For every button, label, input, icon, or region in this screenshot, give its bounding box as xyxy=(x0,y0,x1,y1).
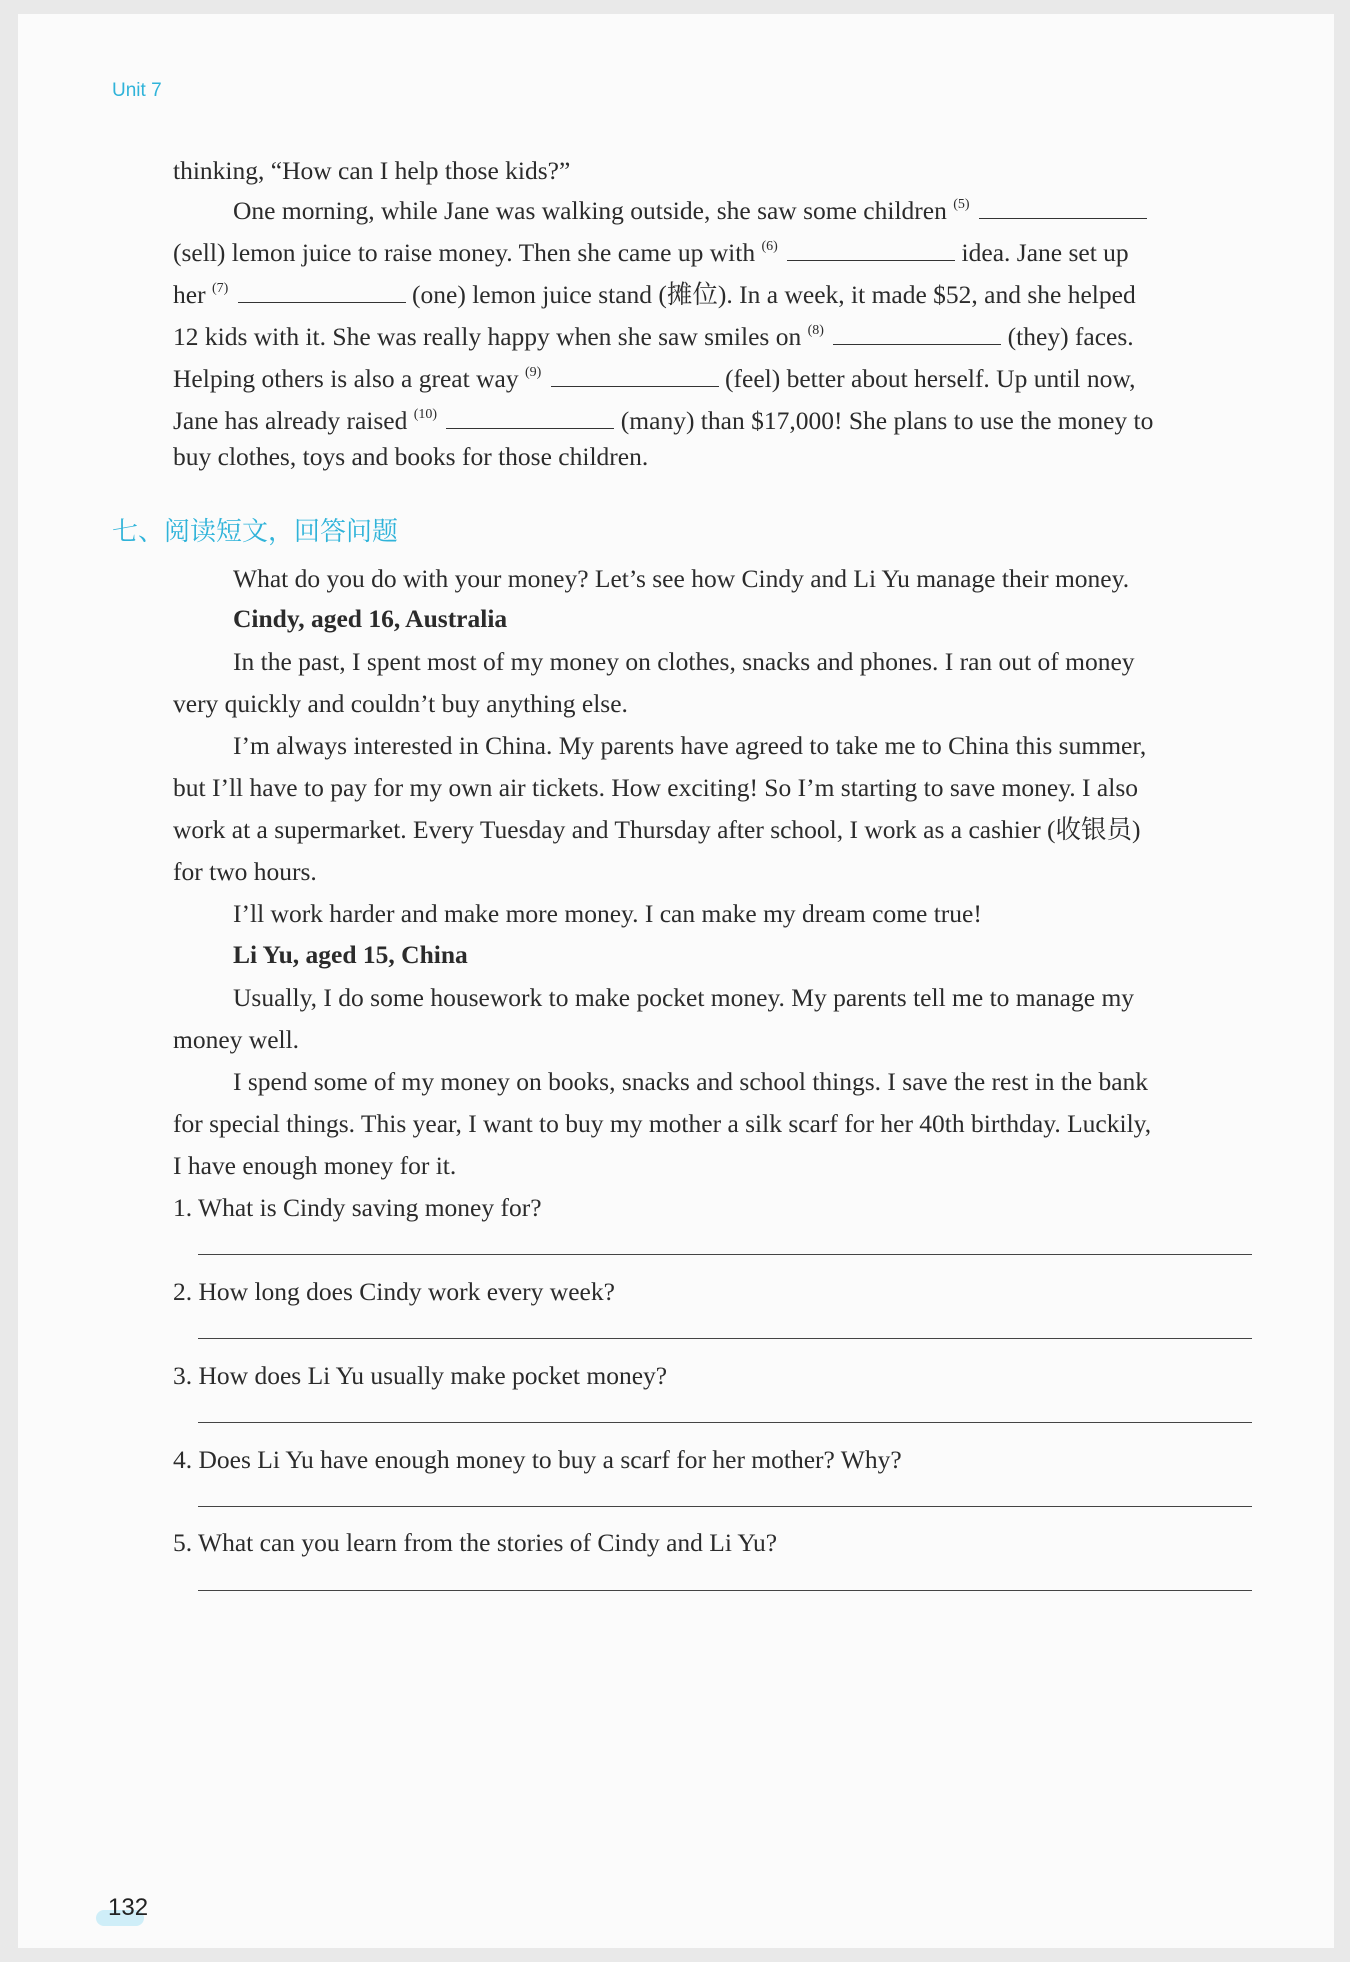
answer-line-1[interactable] xyxy=(198,1254,1252,1255)
passage-line-4: her $^{(7)}$ (one) lemon juice stand (摊位). In a week, it made $52, and she helped xyxy=(173,280,1136,309)
cindy-line-2: very quickly and couldn’t buy anything else. xyxy=(173,689,628,718)
question-4: 4. Does Li Yu have enough money to buy a scarf for her mother? Why? xyxy=(173,1445,902,1474)
liyu-line-3: I spend some of my money on books, snacks and school things. I save the rest in the bank xyxy=(233,1067,1149,1096)
passage-line-2: One morning, while Jane was walking outside, she saw some children $^{(5)}$ xyxy=(233,190,1313,226)
question-5: 5. What can you learn from the stories of Cindy and Li Yu? xyxy=(173,1528,778,1557)
section-title: 七、阅读短文，回答问题 xyxy=(112,517,399,547)
blank-number-9: (9) xyxy=(524,365,542,380)
textbook-page xyxy=(18,14,1334,1948)
blank-number-7: (7) xyxy=(211,281,229,296)
passage-line-8: buy clothes, toys and books for those children. xyxy=(173,442,649,471)
liyu-heading: Li Yu, aged 15, China xyxy=(233,940,468,969)
answer-line-2[interactable] xyxy=(198,1338,1252,1339)
cindy-line-1: In the past, I spent most of my money on clothes, snacks and phones. I ran out of money xyxy=(233,647,1135,676)
blank-5[interactable] xyxy=(979,196,1147,219)
blank-number-10: (10) xyxy=(413,407,438,422)
blank-number-6: (6) xyxy=(761,239,778,254)
cindy-line-5: work at a supermarket. Every Tuesday and Thursday after school, I work as a cashier (收银员) xyxy=(173,815,1141,844)
passage-line-7: Jane has already raised $^{(10)}$ (many) than $17,000! She plans to use the money to xyxy=(173,406,1154,435)
question-2: 2. How long does Cindy work every week? xyxy=(173,1277,615,1306)
cindy-line-3: I’m always interested in China. My parents have agreed to take me to China this summer, xyxy=(233,731,1147,760)
cindy-line-4: but I’ll have to pay for my own air tickets. How exciting! So I’m starting to save money. I also xyxy=(173,773,1139,802)
passage-line-6: Helping others is also a great way $^{(9)}$ (feel) better about herself. Up until now, xyxy=(173,364,1136,393)
question-1: 1. What is Cindy saving money for? xyxy=(173,1193,542,1222)
cindy-heading: Cindy, aged 16, Australia xyxy=(233,604,508,633)
blank-9[interactable] xyxy=(551,364,719,387)
answer-line-3[interactable] xyxy=(198,1422,1252,1423)
blank-10[interactable] xyxy=(446,406,614,429)
answer-line-5[interactable] xyxy=(198,1590,1252,1591)
unit-label: Unit 7 xyxy=(112,80,162,101)
liyu-line-5: I have enough money for it. xyxy=(173,1151,457,1180)
liyu-line-1: Usually, I do some housework to make pocket money. My parents tell me to manage my xyxy=(233,983,1135,1012)
blank-number-5: (5) xyxy=(953,197,970,212)
answer-line-4[interactable] xyxy=(198,1506,1252,1507)
question-3: 3. How does Li Yu usually make pocket money? xyxy=(173,1361,668,1390)
blank-8[interactable] xyxy=(833,322,1001,345)
liyu-line-2: money well. xyxy=(173,1025,300,1054)
blank-7[interactable] xyxy=(238,280,406,303)
reading-intro: What do you do with your money? Let’s see how Cindy and Li Yu manage their money. xyxy=(233,564,1130,593)
cindy-line-7: I’ll work harder and make more money. I can make my dream come true! xyxy=(233,899,982,928)
passage-line-5: 12 kids with it. She was really happy when she saw smiles on $^{(8)}$ (they) faces. xyxy=(173,322,1134,351)
blank-6[interactable] xyxy=(787,238,955,261)
passage-line-1: thinking, “How can I help those kids?” xyxy=(173,156,571,185)
page-number: 132 xyxy=(108,1894,149,1921)
liyu-line-4: for special things. This year, I want to buy my mother a silk scarf for her 40th birthday. Luckily, xyxy=(173,1109,1152,1138)
passage-line-3: (sell) lemon juice to raise money. Then she came up with $^{(6)}$ idea. Jane set up xyxy=(173,238,1129,267)
cindy-line-6: for two hours. xyxy=(173,857,317,886)
blank-number-8: (8) xyxy=(807,323,824,338)
